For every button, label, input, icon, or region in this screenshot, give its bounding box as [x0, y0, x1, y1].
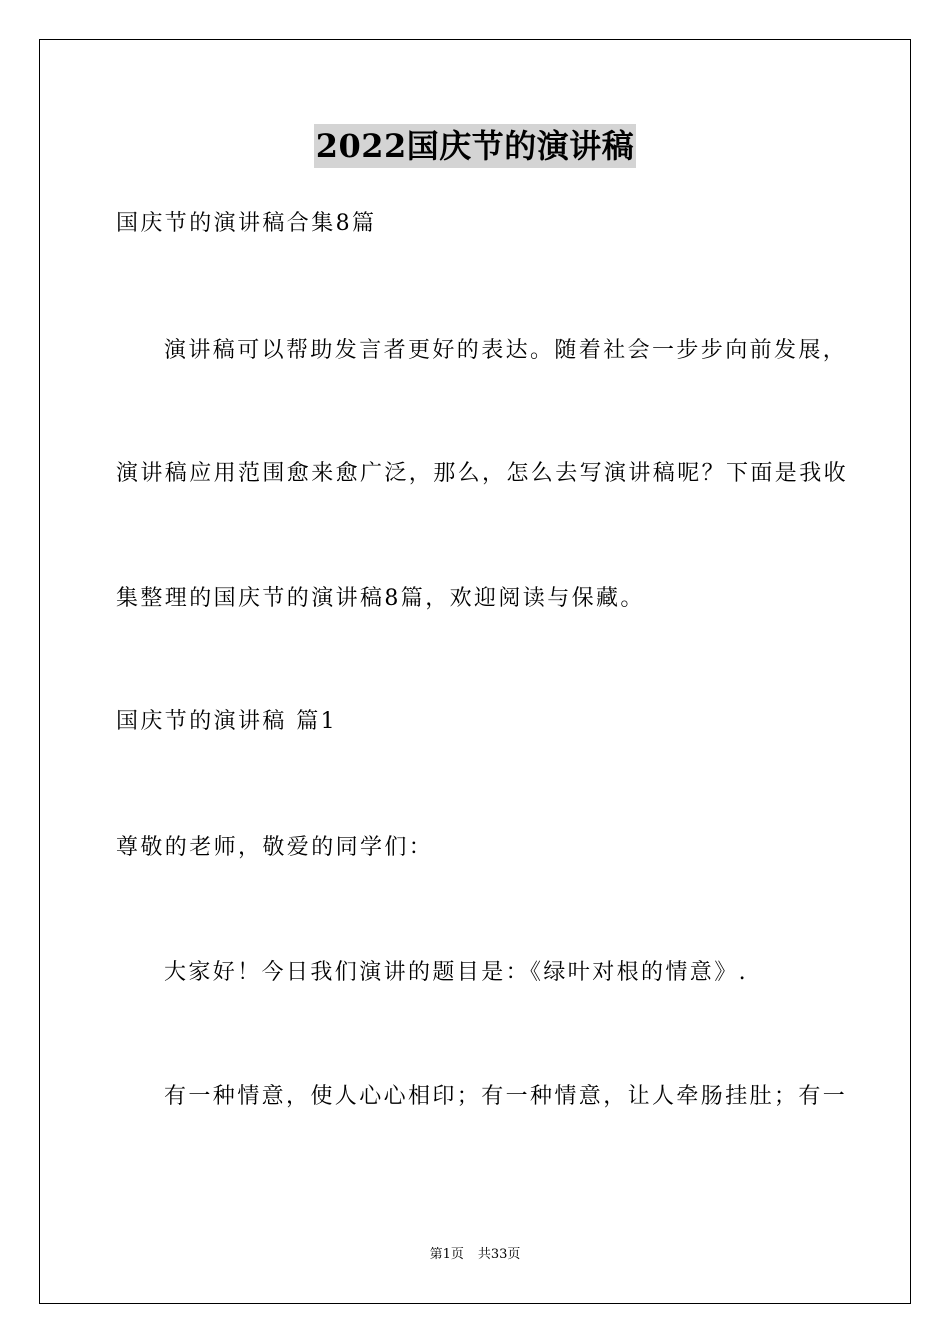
paragraph-line: 有一种情意，使人心心相印；有一种情意，让人牵肠挂肚；有一 — [164, 1084, 848, 1109]
greeting-line: 尊敬的老师，敬爱的同学们： — [116, 835, 434, 860]
subtitle-line: 国庆节的演讲稿合集8篇 — [116, 211, 377, 236]
paragraph-line: 大家好！今日我们演讲的题目是：《绿叶对根的情意》. — [164, 960, 748, 985]
page-number: 第1页 — [429, 1247, 464, 1262]
paragraph-line: 演讲稿应用范围愈来愈广泛，那么，怎么去写演讲稿呢？下面是我收 — [116, 461, 849, 486]
section-heading: 国庆节的演讲稿 篇1 — [116, 709, 337, 734]
paragraph-line: 集整理的国庆节的演讲稿8篇，欢迎阅读与保藏。 — [116, 586, 645, 611]
page-footer — [0, 1246, 950, 1264]
paragraph-line: 演讲稿可以帮助发言者更好的表达。随着社会一步步向前发展， — [164, 338, 848, 363]
title-container — [0, 124, 950, 168]
page-total: 共33页 — [477, 1247, 521, 1262]
document-title: 2022国庆节的演讲稿 — [314, 124, 637, 168]
